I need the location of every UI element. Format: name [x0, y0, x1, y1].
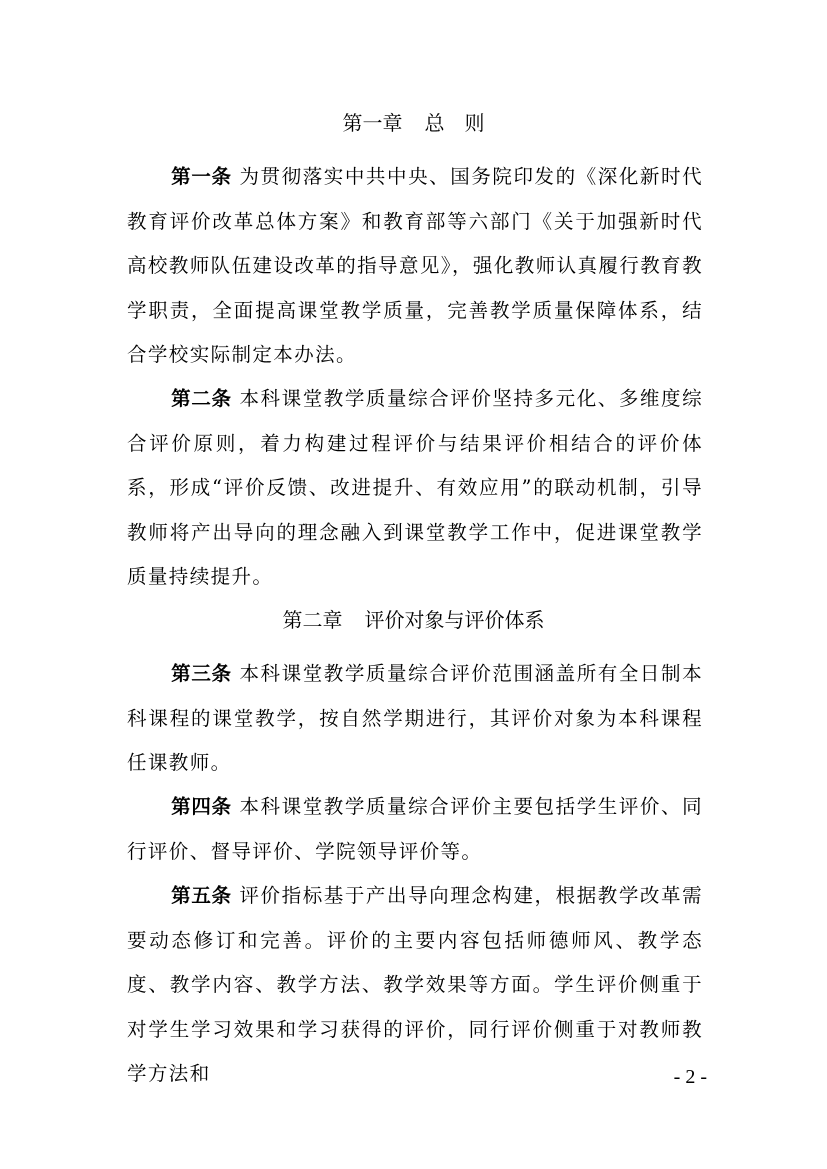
article-text: 为贯彻落实中共中央、国务院印发的《深化新时代教育评价改革总体方案》和教育部等六部门《关于加强新时代高校教师队伍建设改革的指导意见》，强化教师认真履行教育教学职责，全面提高课堂教学质量，完善教学质量保障体系，结合学校实际制定本办法。 [127, 165, 703, 366]
article-1 [127, 155, 703, 378]
article-label: 第三条 [171, 662, 232, 685]
article-label: 第一条 [171, 165, 232, 188]
chapter-number: 第二章 [282, 608, 343, 632]
article-text: 评价指标基于产出导向理念构建，根据教学改革需要动态修订和完善。评价的主要内容包括师德师风、教学态度、教学内容、教学方法、教学效果等方面。学生评价侧重于对学生学习效果和学习获得的评价，同行评价侧重于对教师教学方法和 [127, 884, 703, 1085]
article-label: 第二条 [171, 387, 232, 410]
article-text: 本科课堂教学质量综合评价范围涵盖所有全日制本科课程的课堂教学，按自然学期进行，其评价对象为本科课程任课教师。 [127, 662, 703, 774]
chapter-number: 第一章 [342, 111, 403, 135]
page-number: - 2 - [673, 1066, 707, 1088]
article-3 [127, 652, 703, 786]
chapter-heading-1 [0, 109, 827, 137]
chapter-title: 评价对象与评价体系 [364, 608, 545, 632]
article-2 [127, 377, 703, 600]
chapter-heading-2 [0, 606, 827, 634]
article-text: 本科课堂教学质量综合评价主要包括学生评价、同行评价、督导评价、学院领导评价等。 [127, 795, 703, 863]
article-label: 第四条 [171, 795, 232, 818]
article-text: 本科课堂教学质量综合评价坚持多元化、多维度综合评价原则，着力构建过程评价与结果评价相结合的评价体系，形成“评价反馈、改进提升、有效应用”的联动机制，引导教师将产出导向的理念融入到课堂教学工作中，促进课堂教学质量持续提升。 [127, 387, 703, 588]
chapter-title: 总 则 [424, 111, 485, 135]
article-4 [127, 785, 703, 874]
article-label: 第五条 [171, 884, 232, 907]
article-5 [127, 874, 703, 1097]
